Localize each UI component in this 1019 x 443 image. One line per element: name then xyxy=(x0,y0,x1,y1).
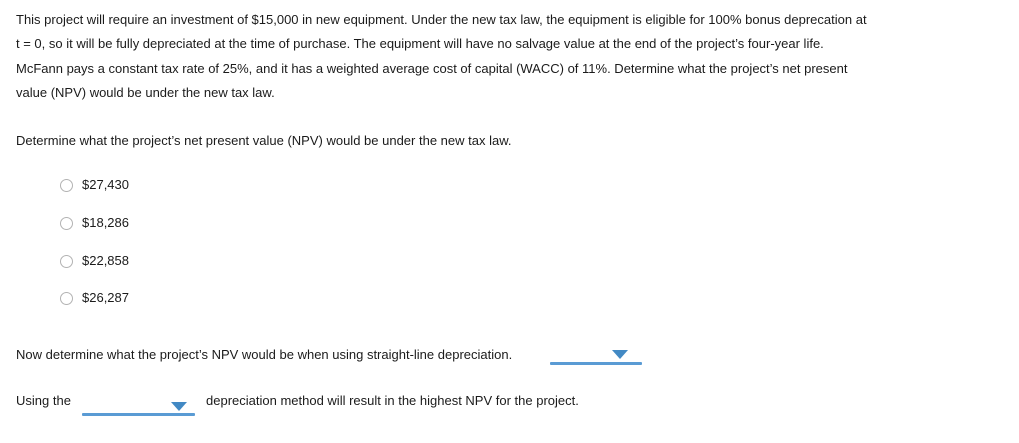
problem-statement xyxy=(16,8,867,105)
option-label[interactable]: $22,858 xyxy=(82,253,129,268)
followup-prompt-method-before: Using the xyxy=(16,393,71,408)
option-label[interactable]: $27,430 xyxy=(82,177,129,192)
option-label[interactable]: $26,287 xyxy=(82,290,129,305)
followup-prompt-method-after: depreciation method will result in the highest NPV for the project. xyxy=(206,393,579,408)
chevron-down-icon xyxy=(171,402,187,411)
question-prompt: Determine what the project’s net present value (NPV) would be under the new tax law. xyxy=(16,133,512,148)
radio-button-icon[interactable] xyxy=(60,292,73,305)
passage-line: McFann pays a constant tax rate of 25%, and it has a weighted average cost of capital (WACC) of 11%. Determine what the project’s net present xyxy=(16,60,848,76)
passage-line: value (NPV) would be under the new tax law. xyxy=(16,84,275,100)
option-label[interactable]: $18,286 xyxy=(82,215,129,230)
depreciation-method-dropdown[interactable] xyxy=(82,400,195,416)
answer-option-2[interactable] xyxy=(60,213,129,233)
passage-line: t = 0, so it will be fully depreciated at the time of purchase. The equipment will have no salvage value at the end of the project’s four-year life. xyxy=(16,36,824,52)
dropdown-underline xyxy=(550,362,642,365)
dropdown-underline xyxy=(82,413,195,416)
followup-prompt-straight-line: Now determine what the project’s NPV would be when using straight-line depreciation. xyxy=(16,347,513,362)
answer-option-1[interactable] xyxy=(60,175,129,195)
answer-option-3[interactable] xyxy=(60,251,129,271)
radio-button-icon[interactable] xyxy=(60,255,73,268)
npv-straight-line-dropdown[interactable] xyxy=(550,348,642,365)
radio-button-icon[interactable] xyxy=(60,179,73,192)
passage-line: This project will require an investment of $15,000 in new equipment. Under the new tax law, the equipment is eligible for 100% bonus deprecation at xyxy=(16,12,867,27)
chevron-down-icon xyxy=(612,350,628,359)
radio-button-icon[interactable] xyxy=(60,217,73,230)
answer-option-4[interactable] xyxy=(60,288,129,308)
